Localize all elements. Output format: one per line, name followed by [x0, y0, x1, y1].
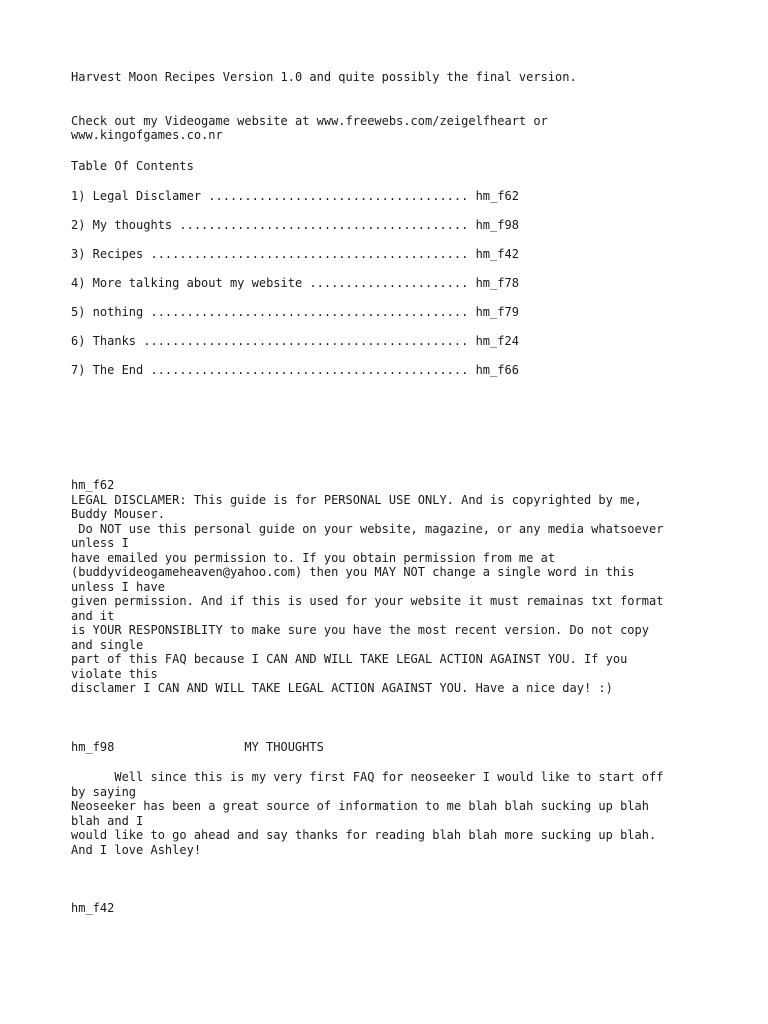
thoughts-header — [71, 740, 731, 755]
legal-line: disclamer I CAN AND WILL TAKE LEGAL ACTION AGAINST YOU. Have a nice day! :) — [71, 681, 613, 695]
toc-item: 6) Thanks ............................................. hm_f24 — [71, 334, 519, 348]
toc-item: 1) Legal Disclamer .................................... hm_f62 — [71, 189, 519, 203]
legal-line: unless I have — [71, 579, 165, 594]
recipes-section — [71, 901, 731, 916]
thoughts-line: would like to go ahead and say thanks for reading blah blah more sucking up blah. — [71, 828, 657, 842]
legal-line: and it — [71, 608, 115, 623]
toc-item: 7) The End ............................................ hm_f66 — [71, 363, 519, 377]
toc-item: 5) nothing ............................................ hm_f79 — [71, 305, 519, 319]
toc-item: 2) My thoughts ........................................ hm_f98 — [71, 218, 519, 232]
section-code: hm_f42 — [71, 901, 115, 915]
thoughts-line: blah and I — [71, 813, 144, 828]
legal-line: and single — [71, 637, 144, 652]
toc-item: 3) Recipes ............................................ hm_f42 — [71, 247, 519, 261]
section-code: hm_f62 — [71, 478, 115, 492]
legal-line: part of this FAQ because I CAN AND WILL TAKE LEGAL ACTION AGAINST YOU. If you — [71, 652, 628, 666]
thoughts-line: And I love Ashley! — [71, 842, 202, 857]
thoughts-section — [71, 740, 731, 858]
thoughts-line: Well since this is my very first FAQ for neoseeker I would like to start off — [71, 770, 664, 784]
legal-line: violate this — [71, 666, 158, 681]
toc-item: 4) More talking about my website ...................... hm_f78 — [71, 276, 519, 290]
legal-section — [71, 478, 731, 696]
website-line-2: www.kingofgames.co.nr — [71, 128, 223, 142]
legal-line: LEGAL DISCLAMER: This guide is for PERSONAL USE ONLY. And is copyrighted by me, — [71, 492, 642, 507]
legal-line: have emailed you permission to. If you obtain permission from me at — [71, 550, 556, 565]
section-title: MY THOUGHTS — [244, 739, 324, 754]
legal-line: (buddyvideogameheaven@yahoo.com) then you MAY NOT change a single word in this — [71, 565, 635, 579]
document-page — [71, 70, 731, 916]
legal-line: given permission. And if this is used for your website it must remainas txt format — [71, 594, 664, 608]
website-line-1: Check out my Videogame website at www.freewebs.com/zeigelfheart or — [71, 113, 548, 128]
thoughts-line: by saying — [71, 784, 137, 799]
toc-heading: Table Of Contents — [71, 158, 194, 173]
table-of-contents — [71, 189, 731, 378]
doc-title-line: Harvest Moon Recipes Version 1.0 and quite possibly the final version. — [71, 70, 577, 84]
legal-line: Do NOT use this personal guide on your website, magazine, or any media whatsoever — [71, 521, 664, 536]
section-code: hm_f98 — [71, 739, 115, 754]
legal-line: is YOUR RESPONSIBLITY to make sure you have the most recent version. Do not copy — [71, 623, 649, 637]
legal-line: unless I — [71, 536, 129, 550]
legal-line: Buddy Mouser. — [71, 507, 165, 521]
thoughts-line: Neoseeker has been a great source of information to me blah blah sucking up blah — [71, 799, 649, 813]
